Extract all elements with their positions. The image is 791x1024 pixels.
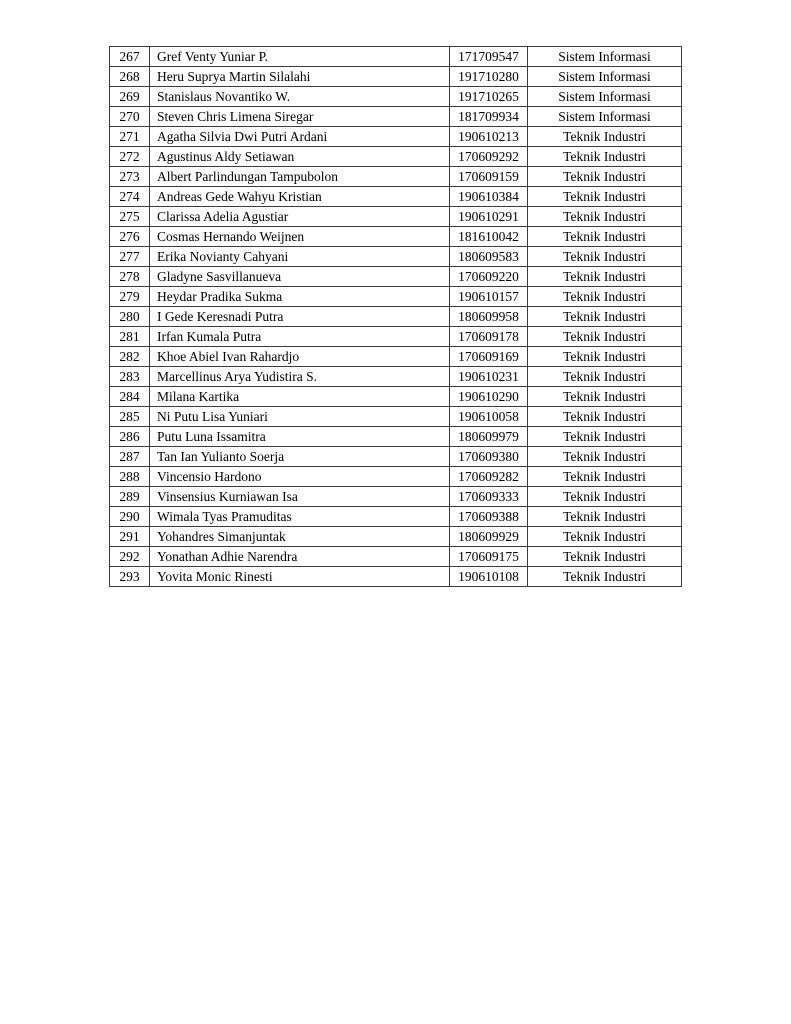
student-id: 171709547 [450,47,528,67]
student-id: 190610213 [450,127,528,147]
study-program: Teknik Industri [528,347,682,367]
student-name: Stanislaus Novantiko W. [150,87,450,107]
row-number: 275 [110,207,150,227]
student-id: 190610157 [450,287,528,307]
table-row [110,467,682,487]
student-name: Agatha Silvia Dwi Putri Ardani [150,127,450,147]
table-row [110,307,682,327]
table-row [110,347,682,367]
row-number: 284 [110,387,150,407]
student-name: Vincensio Hardono [150,467,450,487]
student-id: 170609380 [450,447,528,467]
study-program: Teknik Industri [528,287,682,307]
row-number: 272 [110,147,150,167]
table-row [110,287,682,307]
student-name: Khoe Abiel Ivan Rahardjo [150,347,450,367]
student-name: Wimala Tyas Pramuditas [150,507,450,527]
student-id: 170609159 [450,167,528,187]
study-program: Teknik Industri [528,267,682,287]
student-id: 181709934 [450,107,528,127]
row-number: 279 [110,287,150,307]
row-number: 268 [110,67,150,87]
study-program: Teknik Industri [528,407,682,427]
student-id: 190610290 [450,387,528,407]
study-program: Teknik Industri [528,527,682,547]
study-program: Teknik Industri [528,207,682,227]
student-name: Tan Ian Yulianto Soerja [150,447,450,467]
table-row [110,147,682,167]
table-row [110,227,682,247]
row-number: 287 [110,447,150,467]
student-name: Clarissa Adelia Agustiar [150,207,450,227]
student-id: 190610108 [450,567,528,587]
study-program: Teknik Industri [528,227,682,247]
study-program: Teknik Industri [528,447,682,467]
student-id: 191710280 [450,67,528,87]
student-name: Andreas Gede Wahyu Kristian [150,187,450,207]
table-row [110,547,682,567]
study-program: Teknik Industri [528,387,682,407]
student-name: Albert Parlindungan Tampubolon [150,167,450,187]
table-row [110,407,682,427]
table-row [110,567,682,587]
student-id: 170609178 [450,327,528,347]
table-row [110,47,682,67]
row-number: 288 [110,467,150,487]
table-row [110,107,682,127]
row-number: 274 [110,187,150,207]
study-program: Teknik Industri [528,427,682,447]
student-name: Gladyne Sasvillanueva [150,267,450,287]
student-name: Heydar Pradika Sukma [150,287,450,307]
table-row [110,387,682,407]
student-name: Yohandres Simanjuntak [150,527,450,547]
row-number: 283 [110,367,150,387]
table-row [110,527,682,547]
student-table-body [110,47,682,587]
study-program: Teknik Industri [528,547,682,567]
student-id: 191710265 [450,87,528,107]
row-number: 269 [110,87,150,107]
row-number: 280 [110,307,150,327]
study-program: Teknik Industri [528,187,682,207]
student-name: Heru Suprya Martin Silalahi [150,67,450,87]
row-number: 267 [110,47,150,67]
study-program: Sistem Informasi [528,87,682,107]
study-program: Sistem Informasi [528,47,682,67]
student-id: 170609169 [450,347,528,367]
student-name: Putu Luna Issamitra [150,427,450,447]
study-program: Teknik Industri [528,247,682,267]
student-name: Erika Novianty Cahyani [150,247,450,267]
study-program: Teknik Industri [528,507,682,527]
student-id: 170609388 [450,507,528,527]
study-program: Teknik Industri [528,327,682,347]
student-name: Yovita Monic Rinesti [150,567,450,587]
study-program: Sistem Informasi [528,107,682,127]
row-number: 286 [110,427,150,447]
table-row [110,87,682,107]
table-row [110,267,682,287]
row-number: 291 [110,527,150,547]
student-name: Vinsensius Kurniawan Isa [150,487,450,507]
student-id: 180609929 [450,527,528,547]
study-program: Teknik Industri [528,567,682,587]
table-row [110,167,682,187]
student-id: 180609583 [450,247,528,267]
table-row [110,327,682,347]
table-row [110,127,682,147]
student-name: Steven Chris Limena Siregar [150,107,450,127]
row-number: 289 [110,487,150,507]
row-number: 273 [110,167,150,187]
row-number: 271 [110,127,150,147]
student-id: 190610384 [450,187,528,207]
row-number: 281 [110,327,150,347]
student-name: Irfan Kumala Putra [150,327,450,347]
student-id: 170609175 [450,547,528,567]
table-row [110,187,682,207]
student-id: 180609979 [450,427,528,447]
table-row [110,67,682,87]
study-program: Teknik Industri [528,127,682,147]
student-name: Agustinus Aldy Setiawan [150,147,450,167]
row-number: 290 [110,507,150,527]
student-id: 181610042 [450,227,528,247]
student-id: 180609958 [450,307,528,327]
student-id: 190610291 [450,207,528,227]
table-row [110,247,682,267]
table-row [110,507,682,527]
student-id: 170609292 [450,147,528,167]
student-id: 170609282 [450,467,528,487]
study-program: Teknik Industri [528,367,682,387]
student-id: 190610231 [450,367,528,387]
table-row [110,207,682,227]
student-name: Yonathan Adhie Narendra [150,547,450,567]
row-number: 285 [110,407,150,427]
student-name: Milana Kartika [150,387,450,407]
student-id: 190610058 [450,407,528,427]
student-name: Cosmas Hernando Weijnen [150,227,450,247]
student-id: 170609220 [450,267,528,287]
row-number: 276 [110,227,150,247]
student-name: Ni Putu Lisa Yuniari [150,407,450,427]
row-number: 293 [110,567,150,587]
student-name: I Gede Keresnadi Putra [150,307,450,327]
table-row [110,487,682,507]
table-row [110,427,682,447]
table-row [110,367,682,387]
student-table [109,46,682,587]
study-program: Teknik Industri [528,307,682,327]
row-number: 292 [110,547,150,567]
row-number: 270 [110,107,150,127]
table-row [110,447,682,467]
row-number: 278 [110,267,150,287]
row-number: 277 [110,247,150,267]
study-program: Teknik Industri [528,167,682,187]
student-id: 170609333 [450,487,528,507]
student-name: Marcellinus Arya Yudistira S. [150,367,450,387]
study-program: Sistem Informasi [528,67,682,87]
study-program: Teknik Industri [528,147,682,167]
student-name: Gref Venty Yuniar P. [150,47,450,67]
study-program: Teknik Industri [528,467,682,487]
row-number: 282 [110,347,150,367]
study-program: Teknik Industri [528,487,682,507]
